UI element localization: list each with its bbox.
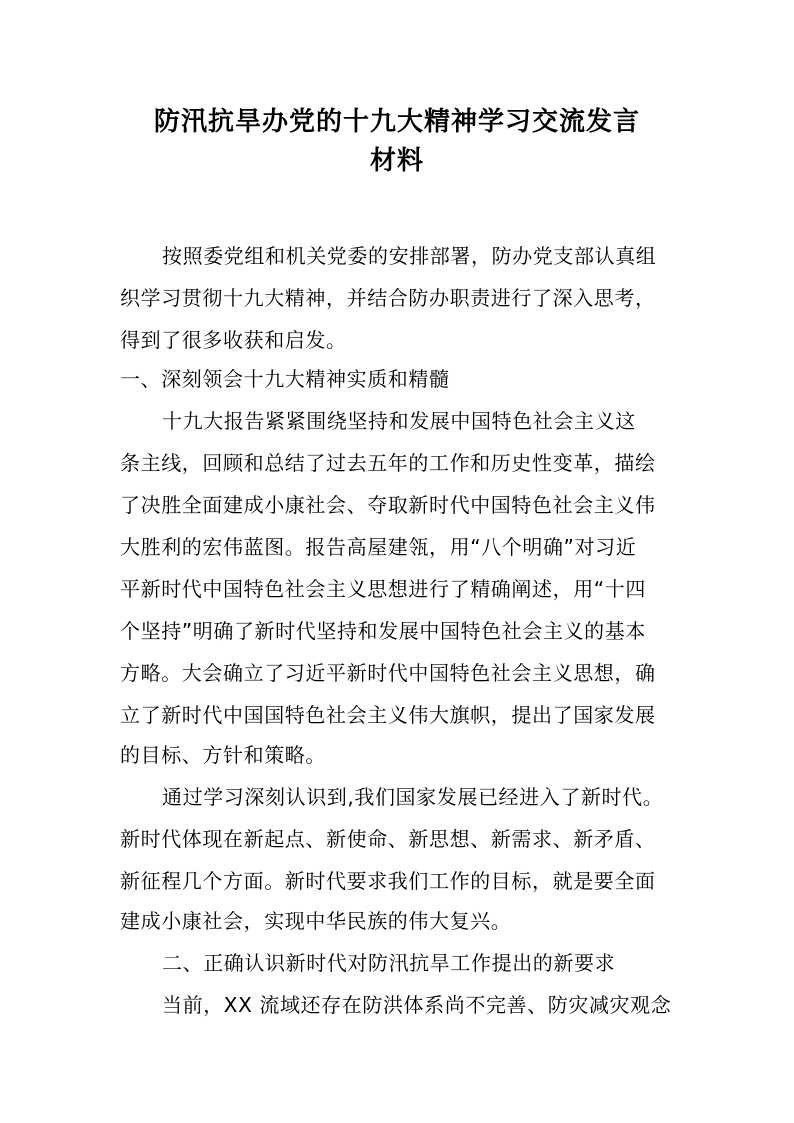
paragraph-line: 织学习贯彻十九大精神，并结合防办职责进行了深入思考， bbox=[120, 286, 656, 310]
paragraph-line: 新征程几个方面。新时代要求我们工作的目标，就是要全面 bbox=[120, 869, 656, 893]
paragraph-line: 按照委党组和机关党委的安排部署，防办党支部认真组 bbox=[162, 244, 657, 268]
paragraph-line: 新时代体现在新起点、新使命、新思想、新需求、新矛盾、 bbox=[120, 827, 656, 851]
document-title-line-2: 材料 bbox=[369, 146, 424, 176]
paragraph-line: 大胜利的宏伟蓝图。报告高屋建瓴，用“八个明确”对习近 bbox=[120, 535, 637, 559]
paragraph-line: 得到了很多收获和启发。 bbox=[120, 328, 347, 352]
paragraph-line: 方略。大会确立了习近平新时代中国特色社会主义思想，确 bbox=[120, 661, 656, 685]
paragraph-line: 条主线，回顾和总结了过去五年的工作和历史性变革，描绘 bbox=[120, 451, 656, 475]
paragraph-line: 十九大报告紧紧围绕坚持和发展中国特色社会主义这 bbox=[162, 409, 636, 433]
paragraph-line: 通过学习深刻认识到,我们国家发展已经进入了新时代。 bbox=[162, 785, 664, 809]
paragraph-line: 的目标、方针和策略。 bbox=[120, 743, 326, 767]
section-heading-2: 二、正确认识新时代对防汛抗旱工作提出的新要求 bbox=[162, 951, 616, 975]
paragraph-line: 了决胜全面建成小康社会、夺取新时代中国特色社会主义伟 bbox=[120, 493, 656, 517]
document-title-line-1: 防汛抗旱办党的十九大精神学习交流发言 bbox=[153, 107, 640, 137]
paragraph-line: 立了新时代中国国特色社会主义伟大旗帜，提出了国家发展 bbox=[120, 703, 656, 727]
paragraph-line: 建成小康社会，实现中华民族的伟大复兴。 bbox=[120, 909, 512, 933]
paragraph-line: 当前，XX 流域还存在防洪体系尚不完善、防灾减灾观念 bbox=[162, 993, 672, 1017]
paragraph-line: 平新时代中国特色社会主义思想进行了精确阐述，用“十四 bbox=[120, 577, 646, 601]
paragraph-line: 个坚持”明确了新时代坚持和发展中国特色社会主义的基本 bbox=[120, 619, 646, 643]
section-heading-1: 一、深刻领会十九大精神实质和精髓 bbox=[120, 367, 450, 391]
